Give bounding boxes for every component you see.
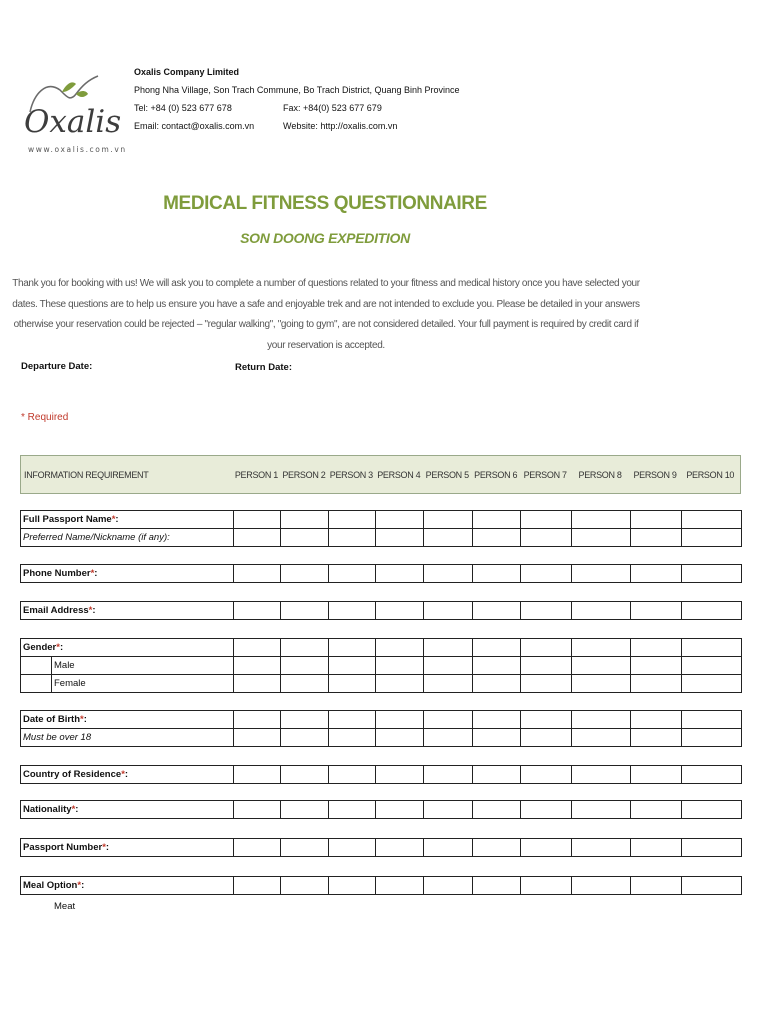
passport-name-cell-p1[interactable] bbox=[234, 511, 281, 529]
dob-note-cell-p1[interactable] bbox=[234, 729, 281, 747]
header-person-9: PERSON 9 bbox=[633, 469, 677, 480]
dob-cell-p6[interactable] bbox=[473, 711, 521, 729]
gender-group bbox=[20, 638, 742, 693]
passport-number-cell-p4[interactable] bbox=[376, 839, 424, 857]
nationality-cell-p2[interactable] bbox=[281, 801, 329, 819]
passport-number-cell-p10[interactable] bbox=[682, 839, 742, 857]
preferred-name-cell-p6[interactable] bbox=[473, 529, 521, 547]
preferred-name-cell-p8[interactable] bbox=[572, 529, 631, 547]
required-star: * bbox=[21, 412, 25, 423]
passport-number-label: Passport Number*: bbox=[21, 839, 234, 857]
country-cell-p8[interactable] bbox=[572, 766, 631, 784]
female-cell-p7[interactable] bbox=[521, 675, 572, 693]
table-row bbox=[21, 602, 742, 620]
table-header bbox=[20, 455, 741, 494]
country-cell-p7[interactable] bbox=[521, 766, 572, 784]
email-cell-p8[interactable] bbox=[572, 602, 631, 620]
nationality-cell-p8[interactable] bbox=[572, 801, 631, 819]
country-cell-p4[interactable] bbox=[376, 766, 424, 784]
country-group bbox=[20, 765, 742, 784]
nationality-group bbox=[20, 800, 742, 819]
company-website: Website: http://oxalis.com.vn bbox=[283, 121, 398, 131]
email-label: Email Address*: bbox=[21, 602, 234, 620]
male-cell-p2[interactable] bbox=[281, 657, 329, 675]
male-cell-p8[interactable] bbox=[572, 657, 631, 675]
male-cell-p6[interactable] bbox=[473, 657, 521, 675]
preferred-name-cell-p9[interactable] bbox=[631, 529, 682, 547]
preferred-name-cell-p10[interactable] bbox=[682, 529, 742, 547]
header-person-3: PERSON 3 bbox=[329, 469, 373, 480]
phone-cell-p3[interactable] bbox=[329, 565, 376, 583]
preferred-name-cell-p3[interactable] bbox=[329, 529, 376, 547]
table-row bbox=[21, 675, 742, 693]
phone-cell-p6[interactable] bbox=[473, 565, 521, 583]
table-row bbox=[21, 729, 742, 747]
nationality-cell-p5[interactable] bbox=[424, 801, 473, 819]
logo-url: www.oxalis.com.vn bbox=[28, 145, 127, 154]
nationality-cell-p10[interactable] bbox=[682, 801, 742, 819]
email-cell-p2[interactable] bbox=[281, 602, 329, 620]
gender-cell-p9[interactable] bbox=[631, 639, 682, 657]
header-person-4: PERSON 4 bbox=[377, 469, 421, 480]
required-text: Required bbox=[24, 412, 69, 423]
email-cell-p7[interactable] bbox=[521, 602, 572, 620]
male-cell-p7[interactable] bbox=[521, 657, 572, 675]
meal-cell-p8[interactable] bbox=[572, 877, 631, 895]
gender-cell-p10[interactable] bbox=[682, 639, 742, 657]
gender-female-label: Female bbox=[21, 675, 234, 693]
table-row bbox=[21, 511, 742, 529]
dob-cell-p5[interactable] bbox=[424, 711, 473, 729]
meal-cell-p2[interactable] bbox=[281, 877, 329, 895]
phone-cell-p8[interactable] bbox=[572, 565, 631, 583]
gender-label: Gender*: bbox=[21, 639, 234, 657]
female-cell-p2[interactable] bbox=[281, 675, 329, 693]
meal-option-meat: Meat bbox=[54, 901, 76, 912]
dob-cell-p4[interactable] bbox=[376, 711, 424, 729]
meal-option-group bbox=[20, 876, 742, 895]
country-cell-p6[interactable] bbox=[473, 766, 521, 784]
meal-cell-p1[interactable] bbox=[234, 877, 281, 895]
female-cell-p4[interactable] bbox=[376, 675, 424, 693]
company-name: Oxalis Company Limited bbox=[134, 67, 240, 77]
passport-number-cell-p1[interactable] bbox=[234, 839, 281, 857]
preferred-name-cell-p5[interactable] bbox=[424, 529, 473, 547]
phone-cell-p2[interactable] bbox=[281, 565, 329, 583]
nationality-cell-p6[interactable] bbox=[473, 801, 521, 819]
table-row bbox=[21, 529, 742, 547]
male-cell-p1[interactable] bbox=[234, 657, 281, 675]
dob-note-cell-p4[interactable] bbox=[376, 729, 424, 747]
table-row bbox=[21, 565, 742, 583]
phone-cell-p10[interactable] bbox=[682, 565, 742, 583]
dob-label: Date of Birth*: bbox=[21, 711, 234, 729]
nationality-cell-p4[interactable] bbox=[376, 801, 424, 819]
passport-name-cell-p9[interactable] bbox=[631, 511, 682, 529]
dob-note: Must be over 18 bbox=[21, 729, 234, 747]
passport-number-cell-p2[interactable] bbox=[281, 839, 329, 857]
email-cell-p10[interactable] bbox=[682, 602, 742, 620]
passport-name-cell-p4[interactable] bbox=[376, 511, 424, 529]
meal-cell-p9[interactable] bbox=[631, 877, 682, 895]
table-row bbox=[21, 839, 742, 857]
email-cell-p5[interactable] bbox=[424, 602, 473, 620]
passport-number-cell-p6[interactable] bbox=[473, 839, 521, 857]
passport-number-cell-p9[interactable] bbox=[631, 839, 682, 857]
female-cell-p8[interactable] bbox=[572, 675, 631, 693]
meal-option-label: Meal Option*: bbox=[21, 877, 234, 895]
gender-male-label: Male bbox=[21, 657, 234, 675]
country-cell-p10[interactable] bbox=[682, 766, 742, 784]
male-cell-p5[interactable] bbox=[424, 657, 473, 675]
header-person-10: PERSON 10 bbox=[686, 469, 735, 480]
passport-name-label: Full Passport Name*: bbox=[21, 511, 234, 529]
company-email: Email: contact@oxalis.com.vn bbox=[134, 121, 255, 131]
female-cell-p9[interactable] bbox=[631, 675, 682, 693]
nationality-label: Nationality*: bbox=[21, 801, 234, 819]
logo-wordmark: Oxalis bbox=[24, 104, 122, 140]
company-fax: Fax: +84(0) 523 677 679 bbox=[283, 103, 382, 113]
meal-cell-p6[interactable] bbox=[473, 877, 521, 895]
dob-note-cell-p7[interactable] bbox=[521, 729, 572, 747]
phone-label: Phone Number*: bbox=[21, 565, 234, 583]
return-date-label: Return Date: bbox=[235, 362, 293, 373]
passport-number-cell-p3[interactable] bbox=[329, 839, 376, 857]
table-row bbox=[21, 877, 742, 895]
passport-name-cell-p5[interactable] bbox=[424, 511, 473, 529]
gender-cell-p7[interactable] bbox=[521, 639, 572, 657]
email-cell-p4[interactable] bbox=[376, 602, 424, 620]
gender-cell-p5[interactable] bbox=[424, 639, 473, 657]
email-cell-p9[interactable] bbox=[631, 602, 682, 620]
passport-name-cell-p10[interactable] bbox=[682, 511, 742, 529]
required-note bbox=[21, 412, 68, 423]
dob-note-cell-p2[interactable] bbox=[281, 729, 329, 747]
passport-name-cell-p7[interactable] bbox=[521, 511, 572, 529]
nationality-cell-p3[interactable] bbox=[329, 801, 376, 819]
phone-cell-p9[interactable] bbox=[631, 565, 682, 583]
table-row bbox=[21, 657, 742, 675]
dob-cell-p7[interactable] bbox=[521, 711, 572, 729]
passport-name-cell-p3[interactable] bbox=[329, 511, 376, 529]
preferred-name-cell-p7[interactable] bbox=[521, 529, 572, 547]
email-group bbox=[20, 601, 742, 620]
nationality-cell-p7[interactable] bbox=[521, 801, 572, 819]
meal-cell-p10[interactable] bbox=[682, 877, 742, 895]
passport-name-cell-p6[interactable] bbox=[473, 511, 521, 529]
email-cell-p3[interactable] bbox=[329, 602, 376, 620]
male-cell-p3[interactable] bbox=[329, 657, 376, 675]
table-row bbox=[21, 766, 742, 784]
passport-number-cell-p8[interactable] bbox=[572, 839, 631, 857]
nationality-cell-p1[interactable] bbox=[234, 801, 281, 819]
male-cell-p10[interactable] bbox=[682, 657, 742, 675]
company-address: Phong Nha Village, Son Trach Commune, Bo Trach District, Quang Binh Province bbox=[134, 85, 460, 95]
meal-cell-p5[interactable] bbox=[424, 877, 473, 895]
departure-date-label: Departure Date: bbox=[21, 361, 93, 372]
preferred-name-cell-p1[interactable] bbox=[234, 529, 281, 547]
nationality-cell-p9[interactable] bbox=[631, 801, 682, 819]
dob-cell-p10[interactable] bbox=[682, 711, 742, 729]
table-row bbox=[21, 801, 742, 819]
company-tel: Tel: +84 (0) 523 677 678 bbox=[134, 103, 232, 113]
intro-paragraph: Thank you for booking with us! We will ask you to complete a number of questions related to your fitness and medical history once you have selected your dates. These questions are to help us ensure you have a safe and enjoyable trek and are not intended to exclude you. Please be detailed in your answers otherwise your reservation could be rejected – "regular walking", "going to gym", are not considered detailed. Your full payment is required by credit card if your reservation is accepted. bbox=[12, 278, 640, 351]
country-cell-p3[interactable] bbox=[329, 766, 376, 784]
page-subtitle: SON DOONG EXPEDITION bbox=[240, 230, 410, 246]
dob-cell-p9[interactable] bbox=[631, 711, 682, 729]
gender-cell-p8[interactable] bbox=[572, 639, 631, 657]
preferred-name-cell-p2[interactable] bbox=[281, 529, 329, 547]
gender-cell-p4[interactable] bbox=[376, 639, 424, 657]
female-cell-p1[interactable] bbox=[234, 675, 281, 693]
male-cell-p9[interactable] bbox=[631, 657, 682, 675]
phone-cell-p7[interactable] bbox=[521, 565, 572, 583]
passport-number-cell-p7[interactable] bbox=[521, 839, 572, 857]
meal-cell-p4[interactable] bbox=[376, 877, 424, 895]
dob-note-cell-p6[interactable] bbox=[473, 729, 521, 747]
female-cell-p10[interactable] bbox=[682, 675, 742, 693]
table-row bbox=[21, 711, 742, 729]
country-label: Country of Residence*: bbox=[21, 766, 234, 784]
meal-cell-p3[interactable] bbox=[329, 877, 376, 895]
phone-cell-p5[interactable] bbox=[424, 565, 473, 583]
passport-name-cell-p2[interactable] bbox=[281, 511, 329, 529]
dob-cell-p3[interactable] bbox=[329, 711, 376, 729]
dob-group bbox=[20, 710, 742, 747]
preferred-name-label: Preferred Name/Nickname (if any): bbox=[21, 529, 234, 547]
passport-number-group bbox=[20, 838, 742, 857]
gender-cell-p3[interactable] bbox=[329, 639, 376, 657]
passport-name-cell-p8[interactable] bbox=[572, 511, 631, 529]
female-cell-p6[interactable] bbox=[473, 675, 521, 693]
dob-cell-p1[interactable] bbox=[234, 711, 281, 729]
phone-cell-p4[interactable] bbox=[376, 565, 424, 583]
gender-cell-p6[interactable] bbox=[473, 639, 521, 657]
header-person-5: PERSON 5 bbox=[425, 469, 469, 480]
header-person-7: PERSON 7 bbox=[523, 469, 567, 480]
country-cell-p9[interactable] bbox=[631, 766, 682, 784]
dob-cell-p2[interactable] bbox=[281, 711, 329, 729]
dob-note-cell-p5[interactable] bbox=[424, 729, 473, 747]
country-cell-p2[interactable] bbox=[281, 766, 329, 784]
male-cell-p4[interactable] bbox=[376, 657, 424, 675]
email-cell-p1[interactable] bbox=[234, 602, 281, 620]
female-cell-p3[interactable] bbox=[329, 675, 376, 693]
gender-cell-p1[interactable] bbox=[234, 639, 281, 657]
country-cell-p1[interactable] bbox=[234, 766, 281, 784]
country-cell-p5[interactable] bbox=[424, 766, 473, 784]
header-person-8: PERSON 8 bbox=[578, 469, 622, 480]
dob-note-cell-p9[interactable] bbox=[631, 729, 682, 747]
meal-cell-p7[interactable] bbox=[521, 877, 572, 895]
table-row bbox=[21, 639, 742, 657]
dob-cell-p8[interactable] bbox=[572, 711, 631, 729]
page-title: MEDICAL FITNESS QUESTIONNAIRE bbox=[163, 193, 487, 214]
header-information-requirement: INFORMATION REQUIREMENT bbox=[24, 469, 149, 480]
dob-note-cell-p3[interactable] bbox=[329, 729, 376, 747]
preferred-name-cell-p4[interactable] bbox=[376, 529, 424, 547]
phone-cell-p1[interactable] bbox=[234, 565, 281, 583]
dob-note-cell-p8[interactable] bbox=[572, 729, 631, 747]
gender-cell-p2[interactable] bbox=[281, 639, 329, 657]
passport-number-cell-p5[interactable] bbox=[424, 839, 473, 857]
female-cell-p5[interactable] bbox=[424, 675, 473, 693]
header-person-2: PERSON 2 bbox=[282, 469, 326, 480]
header-person-1: PERSON 1 bbox=[234, 469, 278, 480]
email-cell-p6[interactable] bbox=[473, 602, 521, 620]
phone-group bbox=[20, 564, 742, 583]
dob-note-cell-p10[interactable] bbox=[682, 729, 742, 747]
passport-name-group bbox=[20, 510, 742, 547]
header-person-6: PERSON 6 bbox=[474, 469, 518, 480]
